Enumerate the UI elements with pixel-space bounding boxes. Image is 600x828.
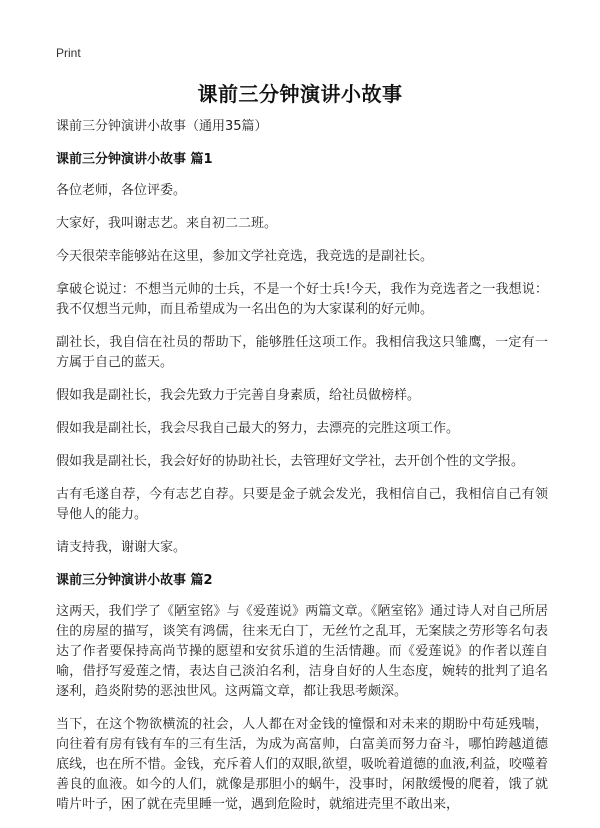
paragraph: 请支持我，谢谢大家。: [56, 540, 187, 555]
paragraph: 大家好，我叫谢志艺。来自初二二班。: [56, 216, 278, 231]
section-heading-1: 课前三分钟演讲小故事 篇1: [56, 152, 213, 167]
paragraph: 各位老师，各位评委。: [56, 183, 187, 198]
paragraph: 当下，在这个物欲横流的社会，人人都在对金钱的憧憬和对未来的期盼中苟延残喘，向往着有房有钱有车的三有生活，为成为高富帅，白富美而努力奋斗，哪怕跨越道德底线，也在所不惜。金钱，充斥着人们的双眼,欲望，吸吮着道德的血液,利益，咬噬着善良的血液。如今的人们，就像是那胆小的蜗牛，没事时，闲散缓慢的爬着，饿了就啃片叶子，困了就在壳里睡一觉，遇到危险时，就缩进壳里不敢出来，: [56, 717, 548, 812]
document-subtitle: 课前三分钟演讲小故事（通用35篇）: [56, 119, 268, 134]
page-title: 课前三分钟演讲小故事: [197, 82, 403, 106]
section-heading-2: 课前三分钟演讲小故事 篇2: [56, 573, 213, 588]
paragraph: 假如我是副社长，我会好好的协助社长，去管理好文学社，去开创个性的文学报。: [56, 454, 525, 469]
paragraph: 假如我是副社长，我会尽我自己最大的努力，去漂亮的完胜这项工作。: [56, 421, 460, 436]
paragraph: 副社长，我自信在社员的帮助下，能够胜任这项工作。我相信我这只雏鹰，一定有一方属于自己的蓝天。: [56, 335, 548, 370]
document-body: [56, 117, 548, 828]
paragraph: 古有毛遂自荐，今有志艺自荐。只要是金子就会发光，我相信自己，我相信自己有领导他人的能力。: [56, 487, 548, 522]
paragraph: 这两天，我们学了《陋室铭》与《爱莲说》两篇文章。《陋室铭》通过诗人对自己所居住的房屋的描写，谈笑有鸿儒，往来无白丁，无丝竹之乱耳，无案牍之劳形等名句表达了作者要保持高尚节操的愿望和安贫乐道的生活情趣。而《爱莲说》的作者以莲自喻，借抒写爱莲之情，表达自己淡泊名利，洁身自好的人生态度，婉转的批判了追名逐利，趋炎附势的恶浊世风。这两篇文章，都让我思考颇深。: [56, 604, 548, 699]
paragraph: 今天很荣幸能够站在这里，参加文学社竞选，我竞选的是副社长。: [56, 249, 434, 264]
paragraph: 拿破仑说过：不想当元帅的士兵，不是一个好士兵!今天，我作为竞选者之一我想说：我不仅想当元帅，而且希望成为一名出色的为大家谋利的好元帅。: [56, 282, 548, 317]
print-link[interactable]: Print: [56, 46, 81, 60]
paragraph: 假如我是副社长，我会先致力于完善自身素质，给社员做榜样。: [56, 388, 421, 403]
